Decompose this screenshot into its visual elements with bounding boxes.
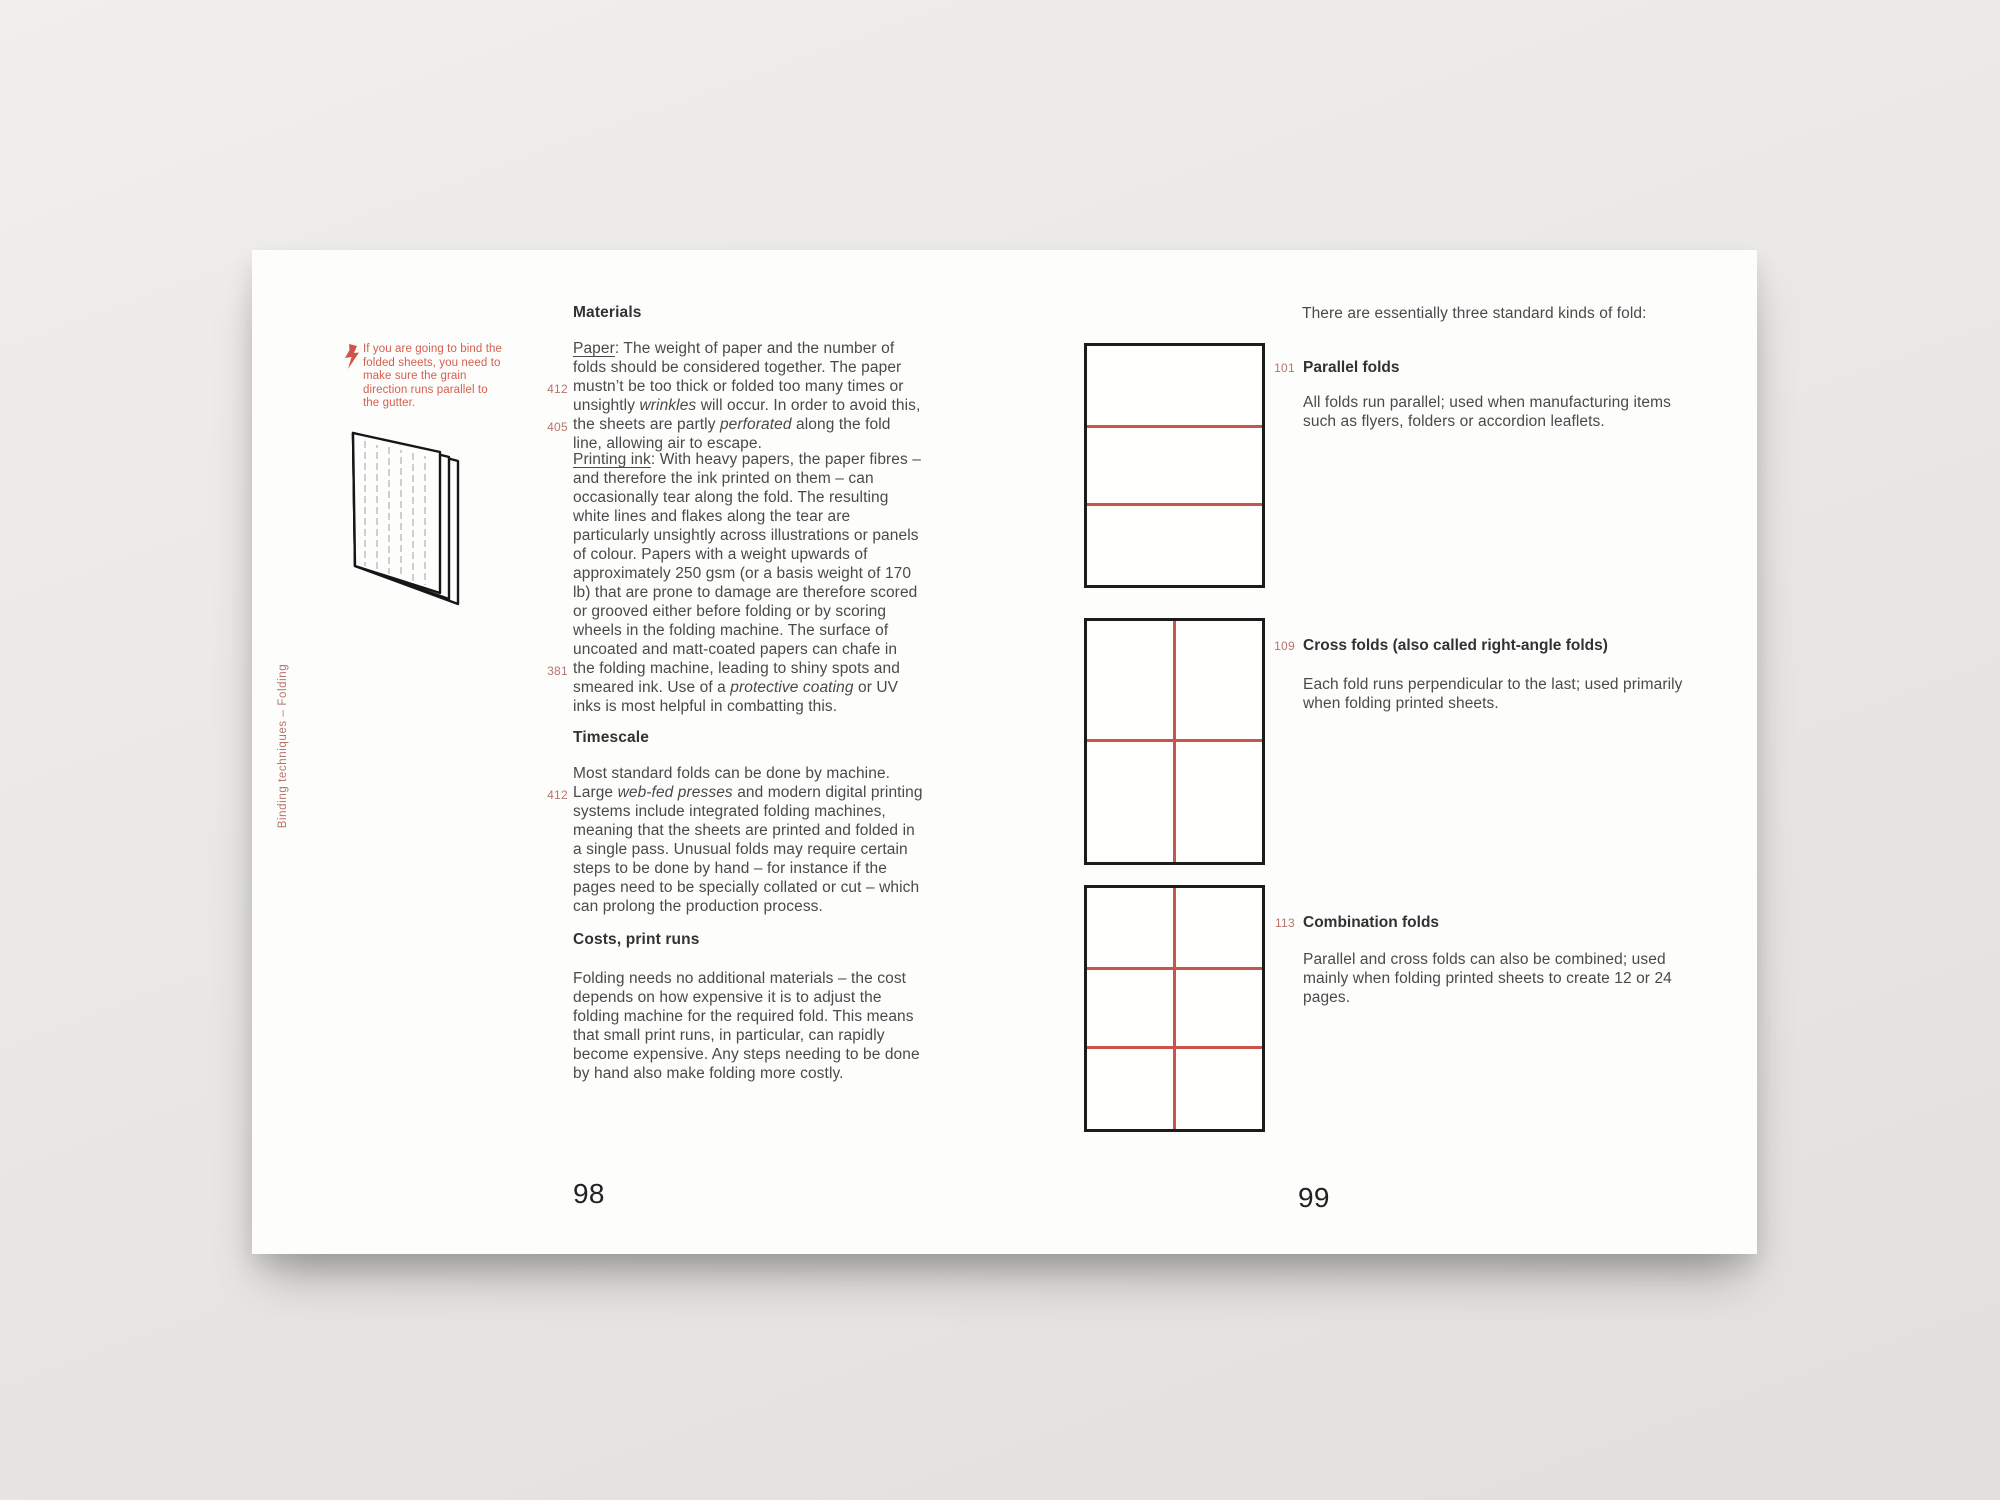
fold-line-horizontal: [1087, 503, 1262, 506]
margin-ref: 412: [547, 382, 568, 396]
section-heading-costs: Costs, print runs: [573, 931, 700, 948]
section-heading-materials: Materials: [573, 304, 642, 321]
section-heading-timescale: Timescale: [573, 729, 650, 746]
fold-description: All folds run parallel; used when manufacturing items such as flyers, folders or accordion leaflets.: [1303, 394, 1672, 430]
fold-ref: 109: [1274, 639, 1295, 653]
paragraph-paper: Paper: The weight of paper and the number of folds should be considered together. The paper mustn’t be too thick or folded too many times or unsightly wrinkles will occur. In order to avoid this, the sheets are partly perforated along the fold line, allowing air to escape.: [573, 340, 921, 452]
intro-line: There are essentially three standard kinds of fold:: [1302, 305, 1647, 322]
paragraph-costs: Folding needs no additional materials – the cost depends on how expensive it is to adjust the folding machine for the required fold. This means that small print runs, in particular, can rapidly become expensive. Any steps needing to be done by hand also make folding more costly.: [573, 970, 920, 1082]
fold-title-cross: Cross folds (also called right-angle folds): [1303, 637, 1608, 654]
paragraph-timescale: Most standard folds can be done by machine. Large web-fed presses and modern digital printing systems include integrated folding machines, meaning that the sheets are printed and folded in a single pass. Unusual folds may require certain steps to be done by hand – for instance if the pages need to be specially collated or cut – which can prolong the production process.: [573, 765, 923, 915]
margin-ref: 405: [547, 420, 568, 434]
folded-booklet-illustration: [348, 428, 463, 610]
fold-diagram-combination: [1084, 885, 1265, 1132]
margin-note: If you are going to bind the folded sheets, you need to make sure the grain direction runs parallel to the gutter.: [363, 343, 502, 409]
fold-ref: 101: [1274, 361, 1295, 375]
paragraph-printing-ink: Printing ink: With heavy papers, the paper fibres – and therefore the ink printed on them – can occasionally tear along the fold. The resulting white lines and flakes along the tear are particularly unsightly across illustrations or panels of colour. Papers with a weight upwards of approximately 250 gsm (or a basis weight of 170 lb) that are prone to damage are therefore scored or grooved either before folding or by scoring wheels in the folding machine. The surface of uncoated and matt-coated papers can chafe in the folding machine, leading to shiny spots and smeared ink. Use of a protective coating or UV inks is most helpful in combatting this.: [573, 451, 921, 715]
fold-line-vertical: [1173, 888, 1176, 1129]
fold-ref: 113: [1274, 916, 1295, 930]
margin-ref: 381: [547, 664, 568, 678]
book-spread: [252, 250, 1757, 1254]
fold-description: Each fold runs perpendicular to the last; used primarily when folding printed sheets.: [1303, 676, 1683, 712]
fold-description: Parallel and cross folds can also be combined; used mainly when folding printed sheets to create 12 or 24 pages.: [1303, 951, 1672, 1006]
down-arrow-icon: [342, 344, 360, 369]
margin-ref: 412: [547, 788, 568, 802]
fold-title-parallel: Parallel folds: [1303, 359, 1400, 376]
fold-line-horizontal: [1087, 425, 1262, 428]
fold-line-vertical: [1173, 621, 1176, 862]
page-number-right: 99: [1298, 1182, 1330, 1213]
fold-title-combination: Combination folds: [1303, 914, 1440, 931]
page-number-left: 98: [573, 1178, 605, 1209]
chapter-sidebar-label: Binding techniques – Folding: [277, 663, 289, 829]
fold-diagram-cross: [1084, 618, 1265, 865]
fold-diagram-parallel: [1084, 343, 1265, 588]
